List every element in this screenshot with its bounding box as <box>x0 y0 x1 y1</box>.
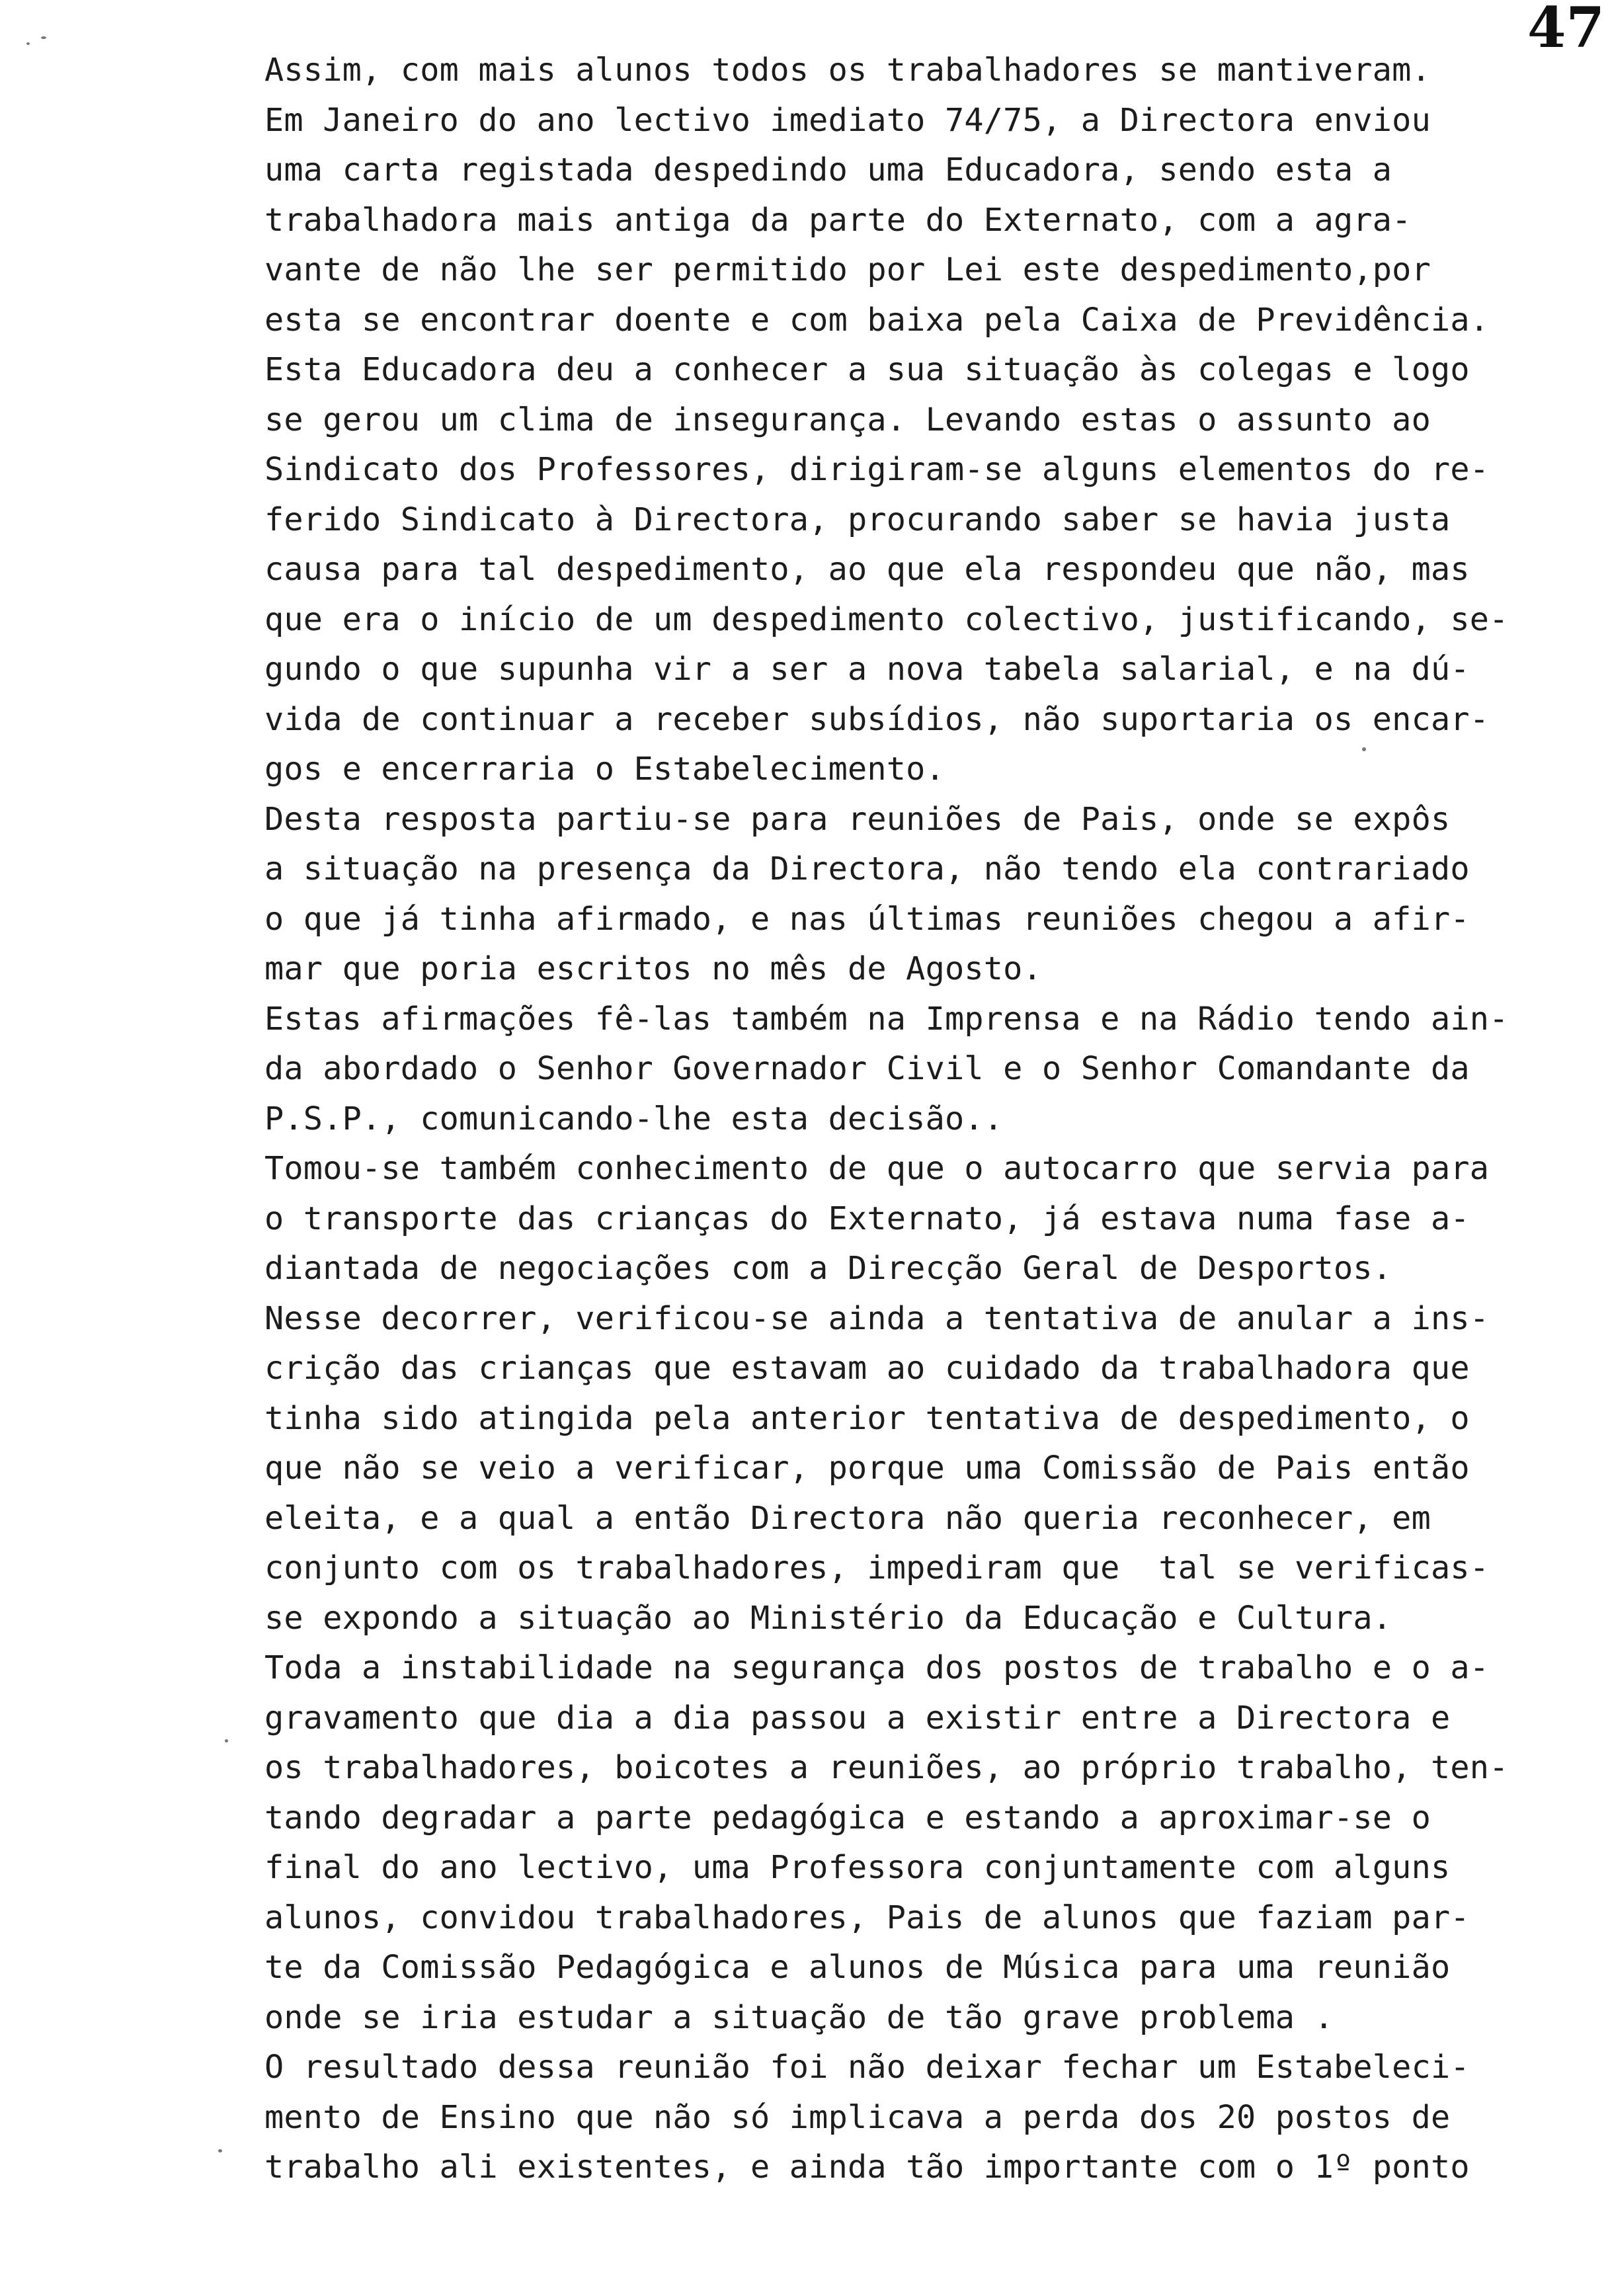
scan-speck <box>225 1739 228 1742</box>
text-line: tinha sido atingida pela anterior tentativa de despedimento, o <box>264 1399 1470 1437</box>
text-line: te da Comissão Pedagógica e alunos de Música para uma reunião <box>264 1949 1451 1986</box>
scan-speck <box>41 36 46 39</box>
text-line: se gerou um clima de insegurança. Levando estas o assunto ao <box>264 401 1431 438</box>
text-line: Tomou-se também conhecimento de que o autocarro que servia para <box>264 1150 1490 1187</box>
text-line: causa para tal despedimento, ao que ela respondeu que não, mas <box>264 551 1470 588</box>
text-line: gravamento que dia a dia passou a existir entre a Directora e <box>264 1699 1451 1737</box>
page-number: 47 <box>1527 0 1605 60</box>
text-line: que não se veio a verificar, porque uma Comissão de Pais então <box>264 1450 1470 1487</box>
text-line: final do ano lectivo, uma Professora conjuntamente com alguns <box>264 1849 1451 1886</box>
text-line: Estas afirmações fê-las também na Imprensa e na Rádio tendo ain- <box>264 1000 1509 1038</box>
text-line: gundo o que supunha vir a ser a nova tabela salarial, e na dú- <box>264 651 1470 688</box>
text-line: trabalhadora mais antiga da parte do Externato, com a agra- <box>264 201 1412 239</box>
text-line: a situação na presença da Directora, não tendo ela contrariado <box>264 850 1470 887</box>
text-line: Sindicato dos Professores, dirigiram-se alguns elementos do re- <box>264 451 1490 488</box>
text-line: mar que poria escritos no mês de Agosto. <box>264 950 1042 987</box>
scan-speck <box>26 42 30 45</box>
text-line: vida de continuar a receber subsídios, não suportaria os encar- <box>264 700 1490 738</box>
text-line: trabalho ali existentes, e ainda tão importante com o 1º ponto <box>264 2149 1470 2186</box>
text-line: alunos, convidou trabalhadores, Pais de alunos que faziam par- <box>264 1899 1470 1936</box>
text-line: o que já tinha afirmado, e nas últimas reuniões chegou a afir- <box>264 900 1470 938</box>
text-line: Desta resposta partiu-se para reuniões de Pais, onde se expôs <box>264 800 1451 838</box>
text-line: Assim, com mais alunos todos os trabalhadores se mantiveram. <box>264 52 1431 89</box>
text-line: mento de Ensino que não só implicava a perda dos 20 postos de <box>264 2098 1451 2136</box>
text-line: P.S.P., comunicando-lhe esta decisão.. <box>264 1100 1004 1137</box>
text-line: diantada de negociações com a Direcção Geral de Desportos. <box>264 1250 1392 1287</box>
text-line: uma carta registada despedindo uma Educadora, sendo esta a <box>264 151 1392 188</box>
text-line: vante de não lhe ser permitido por Lei este despedimento,por <box>264 251 1431 288</box>
text-line: se expondo a situação ao Ministério da Educação e Cultura. <box>264 1599 1392 1637</box>
body-text <box>264 46 1574 2193</box>
text-line: Toda a instabilidade na segurança dos postos de trabalho e o a- <box>264 1649 1490 1686</box>
text-line: o transporte das crianças do Externato, já estava numa fase a- <box>264 1200 1470 1237</box>
text-line: onde se iria estudar a situação de tão grave problema . <box>264 1998 1334 2036</box>
text-line: conjunto com os trabalhadores, impediram que tal se verificas- <box>264 1549 1490 1586</box>
text-line: tando degradar a parte pedagógica e estando a aproximar-se o <box>264 1799 1431 1836</box>
text-line: gos e encerraria o Estabelecimento. <box>264 751 945 788</box>
text-line: Esta Educadora deu a conhecer a sua situação às colegas e logo <box>264 351 1470 388</box>
text-line: que era o início de um despedimento colectivo, justificando, se- <box>264 600 1509 638</box>
text-line: Em Janeiro do ano lectivo imediato 74/75, a Directora enviou <box>264 101 1431 139</box>
text-line: O resultado dessa reunião foi não deixar fechar um Estabeleci- <box>264 2049 1470 2086</box>
text-line: esta se encontrar doente e com baixa pela Caixa de Previdência. <box>264 301 1490 339</box>
text-line: os trabalhadores, boicotes a reuniões, ao próprio trabalho, ten- <box>264 1749 1509 1786</box>
text-line: crição das crianças que estavam ao cuidado da trabalhadora que <box>264 1350 1470 1387</box>
text-line: eleita, e a qual a então Directora não queria reconhecer, em <box>264 1499 1431 1537</box>
scan-speck <box>218 2149 222 2152</box>
text-line: da abordado o Senhor Governador Civil e o Senhor Comandante da <box>264 1050 1470 1087</box>
text-line: Nesse decorrer, verificou-se ainda a tentativa de anular a ins- <box>264 1299 1490 1337</box>
text-line: ferido Sindicato à Directora, procurando saber se havia justa <box>264 501 1451 538</box>
